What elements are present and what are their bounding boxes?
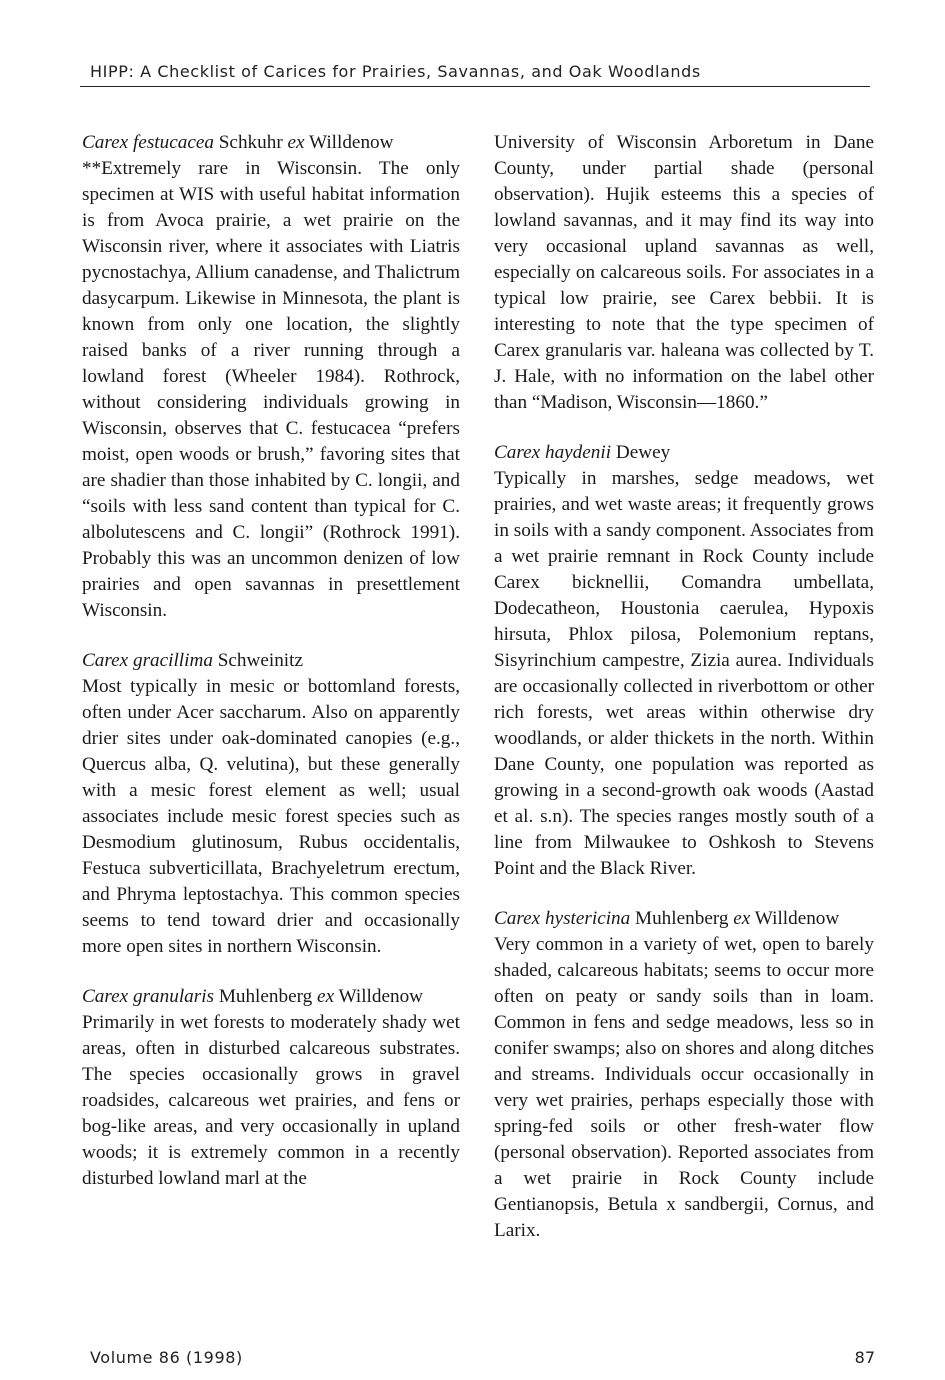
species-author: Schweinitz (217, 650, 303, 671)
species-name: Carex granularis (82, 986, 215, 1007)
species-author2: Willdenow (754, 908, 840, 929)
species-heading (494, 906, 874, 932)
species-author: Muhlenberg (635, 908, 729, 929)
species-text: University of Wisconsin Arboretum in Dane County, under partial shade (personal observation). Hujik esteems this a species of lowland savannas, and it may find its way into very occasional upland savannas as well, especially on calcareous soils. For associates in a typical low prairie, see Carex bebbii. It is interesting to note that the type specimen of Carex granularis var. haleana was collected by T. J. Hale, with no information on the label other than “Madison, Wisconsin—1860.” (494, 132, 874, 413)
species-ex: ex (287, 132, 305, 153)
running-header: HIPP: A Checklist of Carices for Prairies, Savannas, and Oak Woodlands (90, 62, 701, 81)
species-entry (494, 906, 874, 1244)
species-author: Dewey (615, 442, 671, 463)
species-heading (82, 648, 460, 674)
species-text: Typically in marshes, sedge meadows, wet prairies, and wet waste areas; it frequently grows in soils with a sandy component. Associates from a wet prairie remnant in Rock County include Carex bicknellii, Comandra umbellata, Dodecatheon, Houstonia caerulea, Hypoxis hirsuta, Phlox pilosa, Polemonium reptans, Sisyrinchium campestre, Zizia aurea. Individuals are occasionally collected in riverbottom or other rich forests, wet areas within otherwise dry woodlands, or alder thickets in the north. Within Dane County, one population was reported as growing in a second-growth oak woods (Aastad et al. s.n). The species ranges mostly south of a line from Milwaukee to Oshkosh to Stevens Point and the Black River. (494, 468, 874, 879)
species-entry (82, 648, 460, 960)
species-heading (494, 440, 874, 466)
species-author2: Willdenow (338, 986, 424, 1007)
species-author: Schkuhr (218, 132, 283, 153)
species-heading (82, 130, 460, 156)
left-column (82, 130, 460, 1216)
species-name: Carex festucacea (82, 132, 214, 153)
species-ex: ex (317, 986, 335, 1007)
header-rule (80, 86, 870, 87)
species-name: Carex haydenii (494, 442, 612, 463)
page-number: 87 (854, 1348, 875, 1367)
species-entry (82, 984, 460, 1192)
species-entry-continued (494, 130, 874, 416)
species-text: Very common in a variety of wet, open to barely shaded, calcareous habitats; seems to occur more often on peaty or sandy soils than in loam. Common in fens and sedge meadows, less so in conifer swamps; also on shores and along ditches and streams. Individuals occur occasionally in very wet prairies, perhaps especially those with spring-fed soils or other fresh-water flow (personal observation). Reported associates from a wet prairie in Rock County include Gentianopsis, Betula x sandbergii, Cornus, and Larix. (494, 934, 874, 1241)
species-text: Most typically in mesic or bottomland forests, often under Acer saccharum. Also on apparently drier sites under oak-dominated canopies (e.g., Quercus alba, Q. velutina), but these generally with a mesic forest element as well; usual associates include mesic forest species such as Desmodium glutinosum, Rubus occidentalis, Festuca subverticillata, Brachyeletrum erectum, and Phryma leptostachya. This common species seems to tend toward drier and occasionally more open sites in northern Wisconsin. (82, 676, 460, 957)
species-entry (82, 130, 460, 624)
volume-label: Volume 86 (1998) (90, 1348, 243, 1367)
species-name: Carex gracillima (82, 650, 213, 671)
species-ex: ex (733, 908, 751, 929)
species-author: Muhlenberg (218, 986, 313, 1007)
species-author2: Willdenow (309, 132, 394, 153)
right-column (494, 130, 874, 1268)
species-heading (82, 984, 460, 1010)
species-name: Carex hystericina (494, 908, 631, 929)
species-entry (494, 440, 874, 882)
species-text: **Extremely rare in Wisconsin. The only specimen at WIS with useful habitat information is from Avoca prairie, a wet prairie on the Wisconsin river, where it associates with Liatris pycnostachya, Allium canadense, and Thalictrum dasycarpum. Likewise in Minnesota, the plant is known from only one location, the slightly raised banks of a river running through a lowland forest (Wheeler 1984). Rothrock, without considering individuals growing in Wisconsin, observes that C. festucacea “prefers moist, open woods or brush,” favoring sites that are shadier than those inhabited by C. longii, and “soils with less sand content than typical for C. albolutescens and C. longii” (Rothrock 1991). Probably this was an uncommon denizen of low prairies and open savannas in presettlement Wisconsin. (82, 158, 460, 621)
species-text: Primarily in wet forests to moderately shady wet areas, often in disturbed calcareous substrates. The species occasionally grows in gravel roadsides, calcareous wet prairies, and fens or bog-like areas, and very occasionally in upland woods; it is extremely common in a recently disturbed lowland marl at the (82, 1012, 460, 1189)
